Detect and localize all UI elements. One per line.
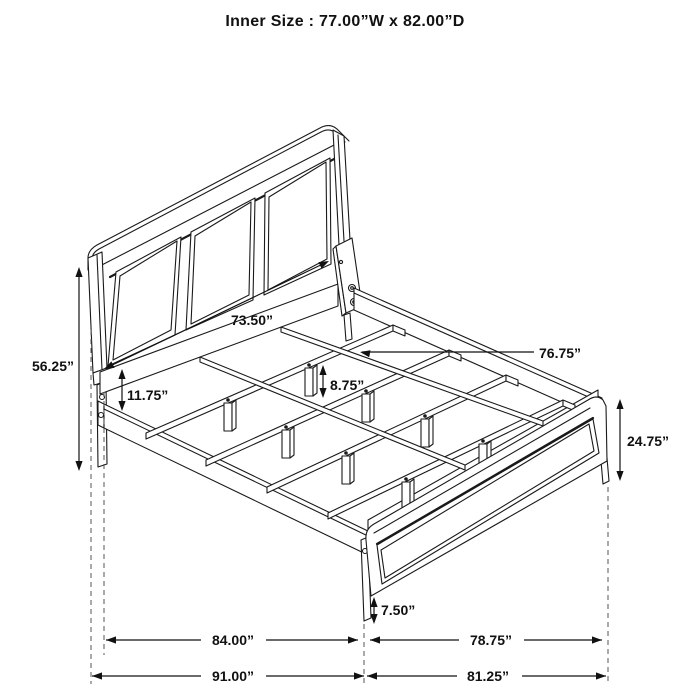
dim-label-headboard-height: 56.25”: [31, 358, 74, 374]
diagram-title: Inner Size : 77.00”W x 82.00”D: [225, 13, 465, 30]
dim-footboard-leg-height: [370, 597, 415, 624]
dim-label-footboard-side-length: 78.75”: [469, 632, 513, 648]
dim-label-overall-length-headboard-side: 91.00”: [211, 668, 255, 684]
dim-headboard-height: [32, 267, 83, 471]
headboard-panel-center: [186, 198, 255, 330]
dim-overall-length-footboard-side: [367, 668, 606, 684]
dim-label-rail-gap: 11.75”: [127, 387, 169, 403]
dim-footboard-side-length: [370, 632, 602, 648]
dim-footboard-height: [616, 399, 669, 481]
dim-label-headboard-width: 73.50”: [230, 312, 274, 328]
dim-overall-length-headboard-side: [92, 668, 364, 684]
dim-label-side-rail-length: 84.00”: [211, 632, 255, 648]
headboard-right-leg: [344, 313, 352, 341]
headboard-panel-right: [264, 158, 331, 295]
measured-slat-leg: [305, 368, 313, 396]
dim-label-slat-rail-length: 76.75”: [539, 345, 582, 361]
dim-label-footboard-height: 24.75”: [627, 433, 670, 449]
dim-label-overall-length-footboard-side: 81.25”: [466, 668, 510, 684]
dim-side-rail-length: [106, 632, 358, 648]
dim-label-footboard-leg-height: 7.50”: [381, 602, 416, 618]
dim-label-slat-leg-height: 8.75”: [330, 377, 365, 393]
